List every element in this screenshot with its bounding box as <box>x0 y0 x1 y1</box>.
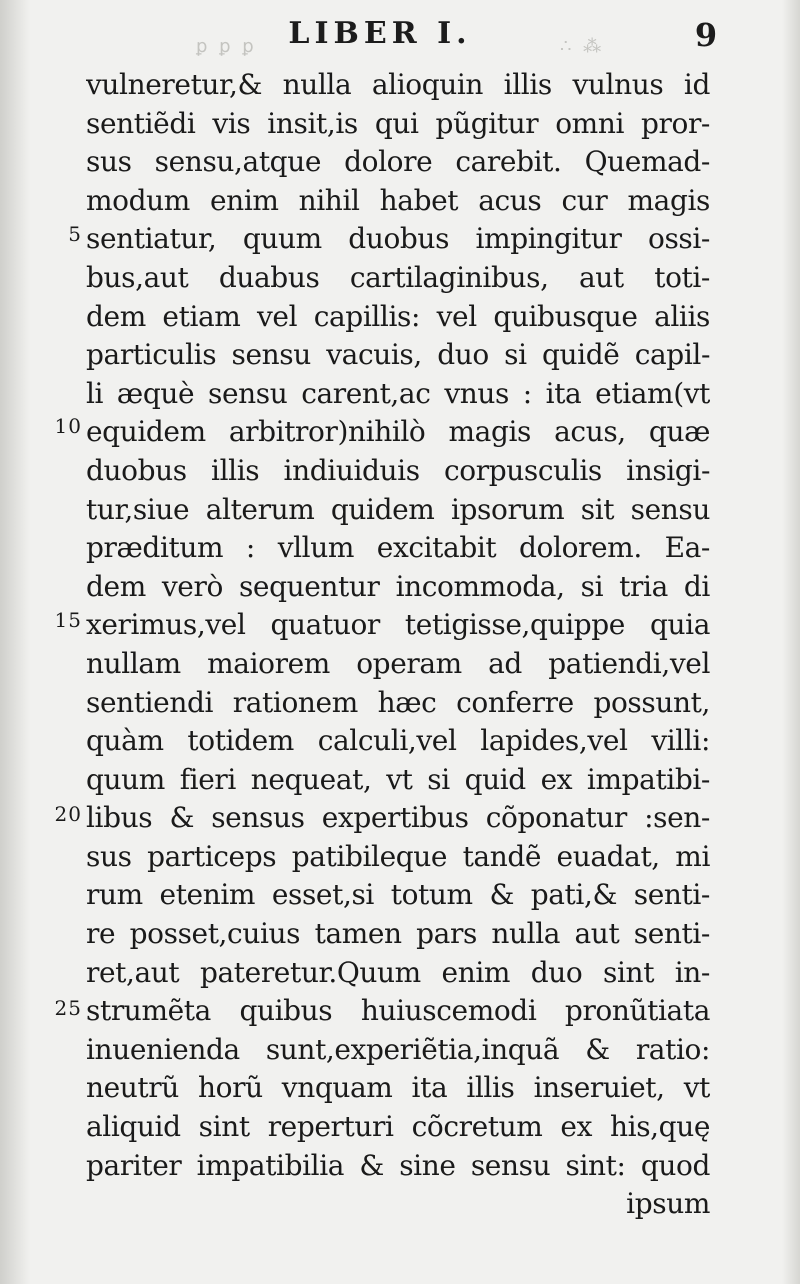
text-line: neutrũ horũ vnquam ita illis inseruiet, vt <box>86 1071 710 1105</box>
text-line: nullam maiorem operam ad patiendi,vel <box>86 646 710 680</box>
show-through-text: ∴ ⁂ <box>560 36 605 57</box>
line-number-20: 20 <box>54 802 82 826</box>
text-line: aliquid sint reperturi cõcretum ex his,quę <box>86 1110 710 1144</box>
text-line: sentiatur, quum duobus impingitur ossi- <box>86 222 710 256</box>
text-line: præditum : vllum excitabit dolorem. Ea- <box>86 531 710 565</box>
text-line: vulneretur,& nulla alioquin illis vulnus id <box>86 68 710 101</box>
text-line: strumẽta quibus huiuscemodi pronũtiata <box>86 994 710 1028</box>
text-line: re posset,cuius tamen pars nulla aut senti- <box>86 917 710 951</box>
catchword: ipsum <box>626 1187 710 1221</box>
text-line: quàm totidem calculi,vel lapides,vel villi: <box>86 724 710 758</box>
line-number-5: 5 <box>68 222 82 246</box>
show-through-text: ꝑ ꝑ ꝑ <box>196 36 257 57</box>
text-line: modum enim nihil habet acus cur magis <box>86 183 710 217</box>
text-line: dem verò sequentur incommoda, si tria di <box>86 569 710 603</box>
text-line: inuenienda sunt,experiẽtia,inquã & ratio: <box>86 1032 710 1066</box>
text-line: xerimus,vel quatuor tetigisse,quippe quia <box>86 608 710 642</box>
text-line: sus particeps patibileque tandẽ euadat, mi <box>86 839 710 873</box>
text-line: libus & sensus expertibus cõponatur :sen- <box>86 801 710 835</box>
text-line: ret,aut pateretur.Quum enim duo sint in- <box>86 955 710 989</box>
text-line: sus sensu,atque dolore carebit. Quemad- <box>86 145 710 179</box>
line-number-10: 10 <box>54 414 82 438</box>
text-line: quum fieri nequeat, vt si quid ex impatibi- <box>86 762 710 796</box>
text-line: pariter impatibilia & sine sensu sint: quod <box>86 1148 710 1182</box>
text-line: particulis sensu vacuis, duo si quidẽ capil- <box>86 338 710 372</box>
running-title: LIBER I. <box>288 16 472 51</box>
page-number: 9 <box>694 16 718 54</box>
running-head <box>0 14 800 58</box>
line-number-25: 25 <box>54 996 82 1020</box>
line-number-15: 15 <box>54 608 82 632</box>
text-line: dem etiam vel capillis: vel quibusque aliis <box>86 299 710 333</box>
text-line: tur,siue alterum quidem ipsorum sit sensu <box>86 492 710 526</box>
text-line: rum etenim esset,si totum & pati,& senti- <box>86 878 710 912</box>
text-line: duobus illis indiuiduis corpusculis insigi- <box>86 453 710 487</box>
text-line: sentiẽdi vis insit,is qui pũgitur omni pror- <box>86 106 710 140</box>
text-line: equidem arbitror)nihilò magis acus, quæ <box>86 415 710 449</box>
body-text <box>86 66 710 1224</box>
text-line: sentiendi rationem hæc conferre possunt, <box>86 685 710 719</box>
text-line: bus,aut duabus cartilaginibus, aut toti- <box>86 260 710 294</box>
text-line: li æquè sensu carent,ac vnus : ita etiam(vt <box>86 376 710 410</box>
